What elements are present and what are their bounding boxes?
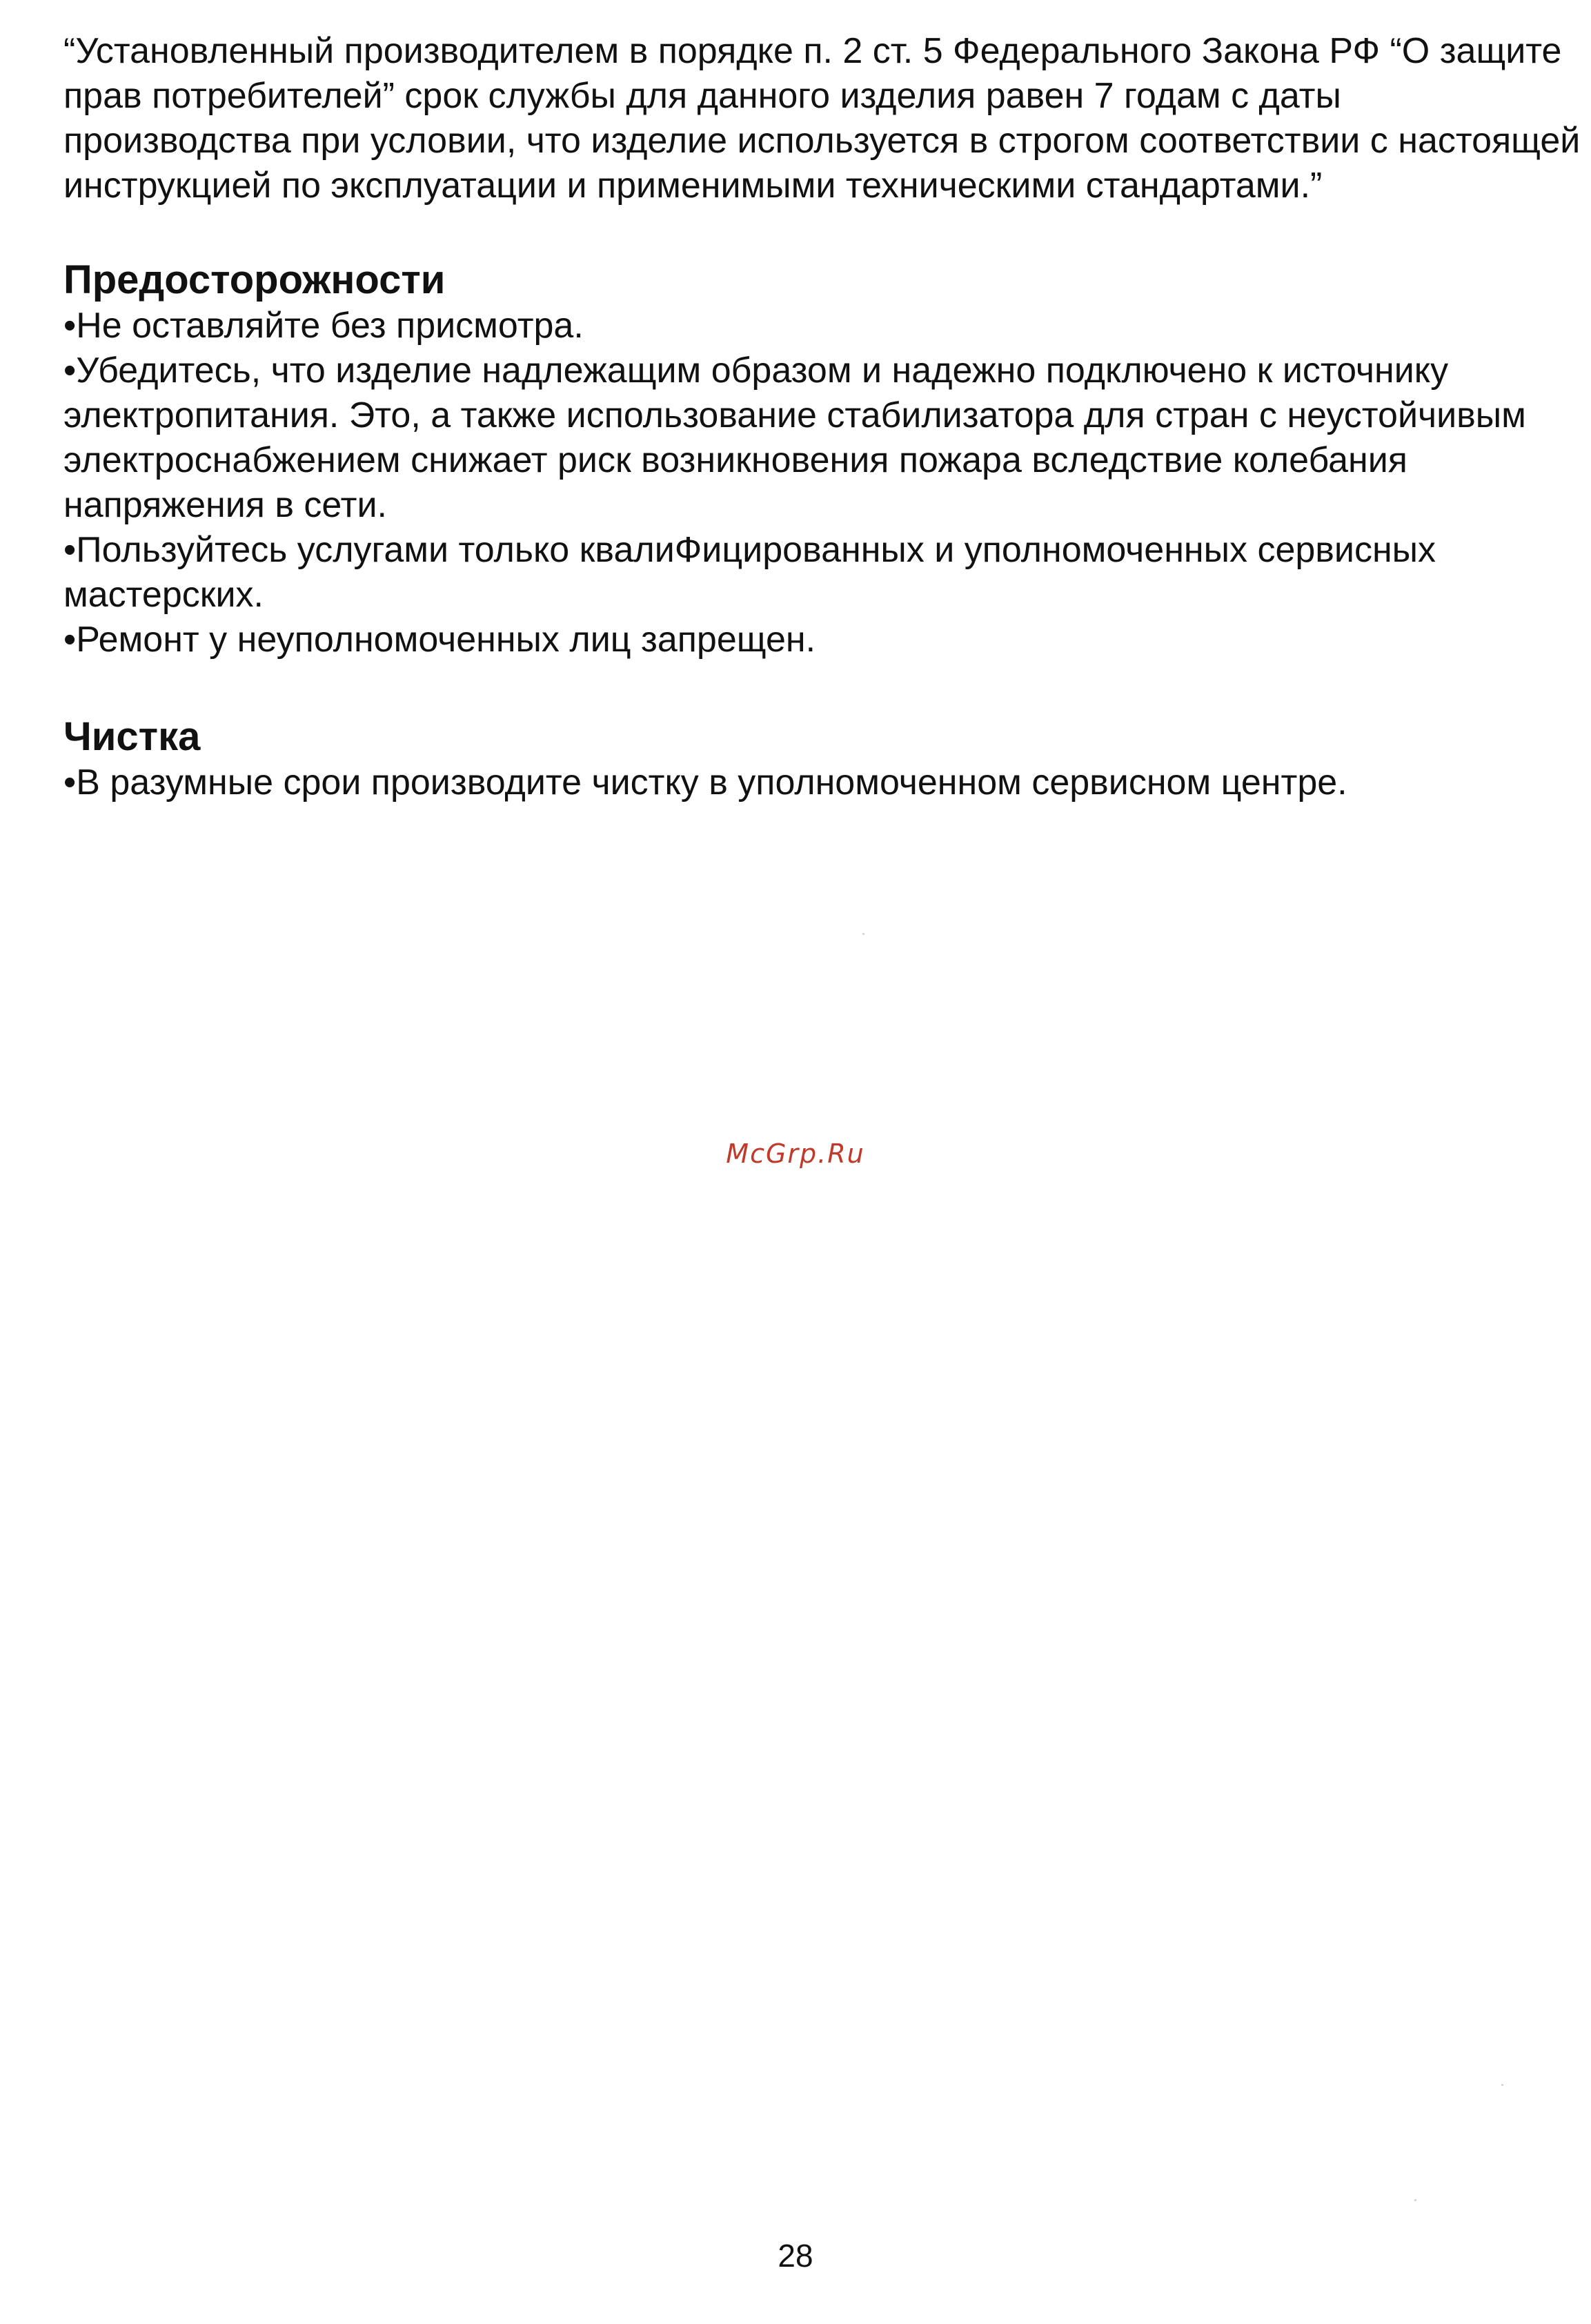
precaution-line: электроснабжением снижает риск возникновения пожара вследствие колебания [63,440,1407,480]
watermark: McGrp.Ru [726,1139,865,1169]
paragraph-line: инструкцией по эксплуатации и применимыми техническими стандартами.” [63,166,1323,206]
cleaning-heading: Чистка [63,714,201,759]
cleaning-list [63,760,1554,805]
paragraph-line: “Установленный производителем в порядке п. 2 ст. 5 Федерального Закона РФ “О защите [63,31,1562,71]
paragraph-line: производства при условии, что изделие используется в строгом соответствии с настоящей [63,121,1581,161]
scan-speck [1414,2199,1416,2201]
service-life-paragraph [63,29,1581,208]
paragraph-line: прав потребителей” срок службы для данного изделия равен 7 годам с даты [63,76,1341,116]
page-content [63,29,1581,805]
precautions-list [63,304,1554,662]
precaution-line: напряжения в сети. [63,485,387,525]
scan-speck [1501,2084,1503,2086]
page-number: 28 [778,2238,813,2274]
cleaning-line: •В разумные срои производите чистку в уполномоченном сервисном центре. [63,762,1347,802]
precaution-line: •Убедитесь, что изделие надлежащим образом и надежно подключено к источнику [63,351,1449,391]
precaution-line: электропитания. Это, а также использование стабилизатора для стран с неустойчивым [63,395,1526,435]
precaution-line: •Пользуйтесь услугами только квалиФицированных и уполномоченных сервисных [63,530,1436,570]
precaution-line: •Ремонт у неуполномоченных лиц запрещен. [63,620,816,660]
precaution-line: •Не оставляйте без присмотра. [63,306,584,346]
precaution-line: мастерских. [63,575,264,615]
scan-speck [862,933,864,935]
precautions-heading: Предосторожности [63,257,446,302]
